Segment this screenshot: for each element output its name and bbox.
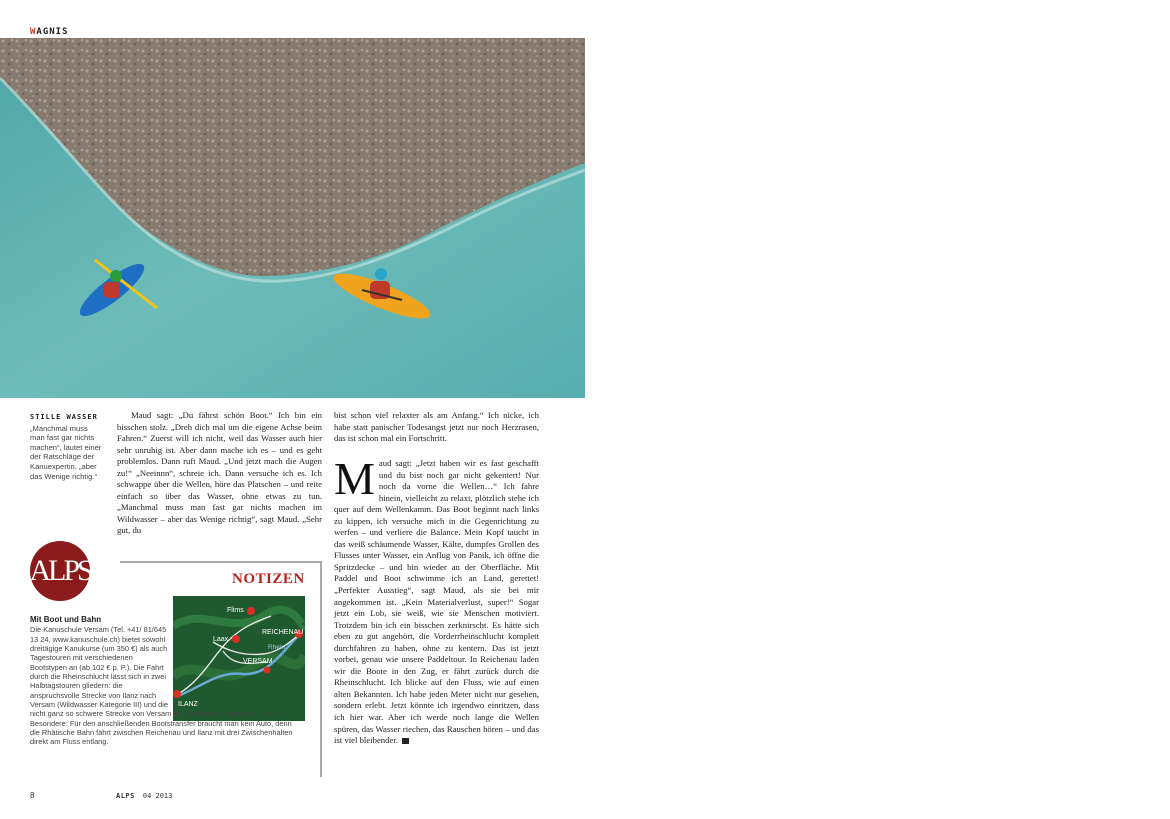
info-text-narrow: Die Kanuschule Versam (Tel. +41/ 81/645 13 24, www.kanuschule.ch) bietet sowohl dreitägige Kanukurse (um 350 €) als auch Tagestouren mit verschiedenen Bootstypen an (ab 102 € p. P.). Die Fahrt durch die Rheinschlucht lässt sich in zwei Halbtagstouren gliedern: die anspruchsvolle Strecke von Ilanz nach Versam (Wildwasser Kategorie III) und die	[30, 625, 169, 710]
info-text-wide: nicht ganz so schwere Strecke von Versam bis Reichenau (Kategorie II). Das Besondere: Für den anschließenden Bootstransfer braucht man kein Auto, denn die Rhätische Bahn fährt zwischen Reichenau und Ilanz mit drei Zwischenhalten direkt am Fluss entlang.	[30, 709, 293, 747]
notizen-info	[30, 615, 300, 747]
map-label-flims: Flims	[227, 607, 244, 614]
map-label-reichenau: REICHENAU	[262, 629, 304, 636]
alps-logo: ALPS	[30, 541, 90, 601]
article-column-2-text: aud sagt: „Jetzt haben wir es fast geschafft und du bist noch gar nicht gekentert! Nur noch da vorne die Wellen…“ Ich fahre hinein, vielleicht zu relaxt, plötzlich stehe ich quer auf dem Wellenkamm. Das Boot beginnt nach links zu kippen, ich versuche mich in die Gegenrichtung zu werfen – und verliere die Balance. Mein Kopf taucht in das weiß schäumende Wasser, Kälte, dumpfes Grollen des Flusses unter Wasser, ein Anflug von Panik, ich öffne die Spritzdecke – und bin wieder an der Oberfläche. Mit Paddel und Boot schwimme ich an Land, gerettet! „Perfekter Ausstieg“, sagt Maud, als sie bei mir angekommen ist. „Kein Materialverlust, super!“ Sogar jetzt ein Lob, sie weiß, wie sie Menschen motiviert. Trotzdem bin ich ein bisschen zerknirscht. Es hätte sich eben zu gut angehört, die Vorderrheinschlucht komplett durchfahren zu haben, ohne zu kentern. Das ist jetzt vorbei, genau wie unsere Paddeltour. In Reichenau laden wir die Boote in den Zug, er fährt zurück durch die Rheinschlucht. Ich blicke auf den Fluss, wie auf einen alten Bekannten. Ich habe jeden Meter nicht nur gesehen, sondern erlebt. Jetzt könnte ich irgendwo einritzen, dass ich hier war. Aber ich werde noch lange die Wellen spüren, das Wasser riechen, das Rauschen hören – und das ist viel bleibender.	[334, 458, 539, 746]
caption-title: STILLE WASSER	[30, 413, 98, 421]
info-title: Mit Boot und Bahn	[30, 615, 102, 624]
footer-issue: 04 2013	[142, 792, 173, 800]
footer-magazine	[116, 792, 172, 800]
article-column-2-top: bist schon viel relaxter als am Anfang.“ Ich nicke, ich habe statt panischer Todesangst jetzt nur noch Herzrasen, das ist schon mal ein Fortschritt.	[334, 410, 539, 444]
page-number: 8	[30, 791, 35, 800]
map-label-ilanz: ILANZ	[178, 701, 198, 708]
section-label	[30, 27, 69, 37]
article-column-2-main	[334, 453, 539, 747]
kayak-photo	[0, 38, 585, 398]
photo-caption	[30, 413, 102, 481]
footer-mag-name: ALPS	[116, 792, 135, 800]
map-label-rhein: Rhein	[268, 644, 285, 651]
article-column-1: Maud sagt: „Du fährst schön Boot.“ Ich bin ein bisschen stolz. „Dreh dich mal um die eigene Achse beim Fahren.“ Zuerst will ich nicht, weil das Wasser auch hier sehr unruhig ist. Aber dann mache ich es – und es geht problemlos. Dann ruft Maud. „Und jetzt mach die Augen zu!“ „Neeinnn“, schreie ich. Dann versuche ich es. Ich schwappe über die Wellen, höre das Platschen – und reite einfach so über das Wasser, ohne etwas zu tun. „Manchmal muss man fast gar nichts machen im Wildwasser – aber das Wenige richtig“, sagt Maud. „Sehr gut, du	[117, 410, 322, 536]
map-label-versam: VERSAM	[243, 658, 273, 665]
notizen-title: NOTIZEN	[232, 571, 305, 587]
map-label-laax: Laax	[213, 636, 229, 643]
caption-text: „Manchmal muss man fast gar nichts machen“, lautet einer der Ratschläge der Kanuexpertin, „aber das Wenige richtig.“	[30, 423, 102, 481]
end-mark-icon	[402, 738, 409, 744]
section-label-initial: W	[30, 27, 37, 37]
section-label-rest: AGNIS	[36, 27, 69, 37]
drop-cap: M	[334, 453, 375, 504]
